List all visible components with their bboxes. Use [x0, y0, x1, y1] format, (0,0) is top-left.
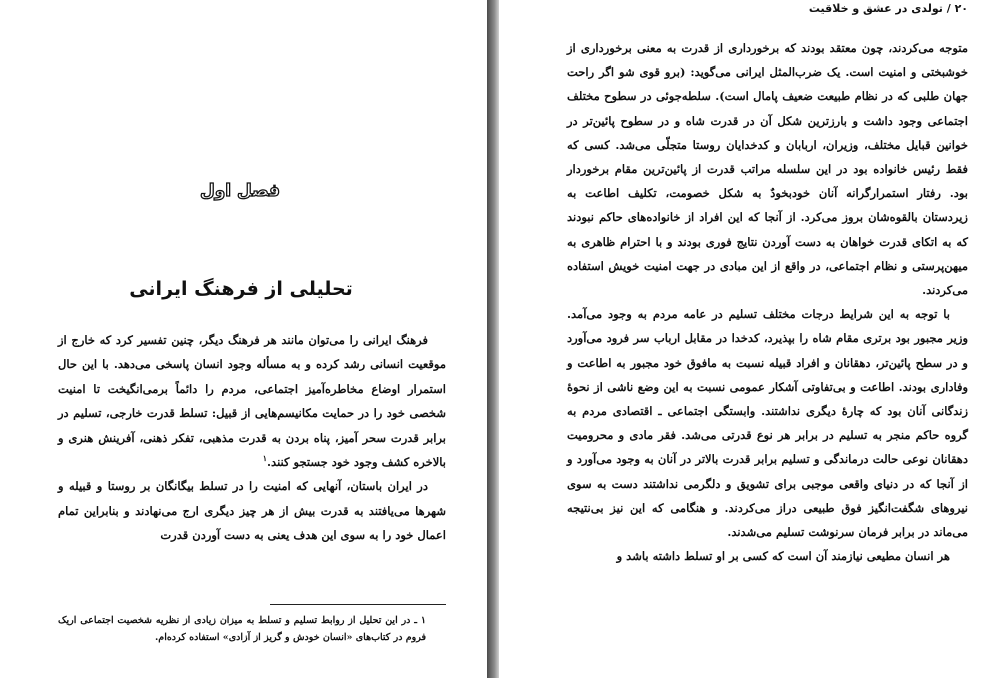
chapter-title: تحلیلی از فرهنگ ایرانی: [129, 278, 353, 300]
left-paragraph-2: در ایران باستان، آنهایی که امنیت را در تسلط بیگانگان بر روستا و قبیله و شهرها می‌یافتند به قدرت بیش از هر چیز دیگری ارج می‌نهادند و بنابراین تمام اعمال خود را به سوی این هدف یعنی به دست آوردن قدرت: [58, 479, 446, 543]
footnote: ۱ ـ در این تحلیل از روابط تسلیم و تسلط به میزان زیادی از نظریه شخصیت اجتماعی اریک فروم در کتاب‌های «انسان خودش و گریز از آزادی» استفاده کرده‌ام.: [58, 615, 426, 643]
right-paragraph-3: هر انسان مطیعی نیازمند آن است که کسی بر او تسلط داشته باشد و: [616, 549, 950, 564]
right-paragraph-1: متوجه می‌کردند، چون معتقد بودند که برخورداری از قدرت به معنی برخورداری از خوشبختی و امنیت است. یک ضرب‌المثل ایرانی می‌گوید: (برو قوی شو اگر راحت جهان طلبی که در نظام طبیعت ضعیف پامال است). سلطه‌جوئی در سطوح مختلف اجتماعی وجود داشت و بارزترین شکل آن در قدرت شاه و در سطوح پائین‌تر در خوانین قبایل مختلف، وزیران، اربابان و کدخدایان روستا متجلّی می‌شد. کسی که فقط رئیس خانواده بود در این سلسله مراتب قدرت از پائین‌ترین مقام برخوردار بود. رفتار استمرارگرانه آنان خودبخودٌ به شکل خصومت، تکلیف اطاعت به زیردستان بالقوه‌شان بروز می‌کرد. از آنجا که این افراد از خانواده‌های حاکم نبودند که به اتکای قدرت خواهان به دست آوردن نتایج فوری بودند و با احترام ظاهری به میهن‌پرستی و نظام اجتماعی، در واقع از این مبادی در جهت امنیت خویش استفاده می‌کردند.: [567, 41, 968, 298]
right-page: [499, 0, 982, 678]
book-gutter: [487, 0, 499, 678]
left-page: [0, 0, 487, 678]
footnote-reference: ۱: [262, 453, 268, 464]
left-page-body: [58, 328, 446, 548]
gutter-shadow: [487, 0, 499, 678]
right-paragraph-2: با توجه به این شرایط درجات مختلف تسلیم در عامه مردم به وجود می‌آمد. وزیر مجبور بود برتری مقام شاه را بپذیرد، کدخدا در مقابل ارباب سر فرود می‌آورد و در سطح پائین‌تر، دهقانان و افراد قبیله نسبت به مافوق خود مجبور به اطاعت و وفاداری بودند. اطاعت و بی‌تفاوتی آشکار عمومی نسبت به این وضع ناشی از نحوهٔ زندگانی آنان بود که چارهٔ دیگری نداشتند. وابستگی اجتماعی ـ اقتصادی مردم به گروه حاکم منجر به تسلیم در برابر هر نوع قدرتی می‌شد. فقر مادی و محرومیت دهقانان نوعی حالت درماندگی و تسلیم برابر قدرت بالاتر در آنان به وجود می‌آورد و از آنجا که در دنیای واقعی موجبی برای تشویق و دلگرمی نداشتند دست به سوی نیروهای شگفت‌انگیز فوق طبیعی دراز می‌کردند. و هنگامی که این نیز بی‌نتیجه می‌ماند در برابر فرمان سرنوشت تسلیم می‌شدند.: [567, 307, 968, 540]
running-head: ۲۰ / تولدی در عشق و خلاقیت: [808, 2, 968, 15]
footnote-divider: [270, 604, 446, 605]
left-paragraph-1-text: فرهنگ ایرانی را می‌توان مانند هر فرهنگ دیگر، چنین تفسیر کرد که خارج از موقعیت انسانی رشد کرده و به مسأله وجود انسان پاسخی می‌دهد. با این حال استمرار اوضاع مخاطره‌آمیز اجتماعی، مردم را دائماً برمی‌انگیخت تا امنیت شخصی خود را در حمایت مکانیسم‌هایی از قبیل: تسلط قدرت خارجی، تسلیم در برابر قدرت سحر آمیز، پناه بردن به قدرت مذهبی، تفکر ذهنی، آفرینش هنری و بالاخره کشف وجود خود جستجو کنند.: [58, 333, 446, 470]
chapter-label: فصل اول: [199, 181, 281, 201]
left-paragraph-1: [58, 328, 446, 474]
right-page-body: [567, 36, 968, 568]
